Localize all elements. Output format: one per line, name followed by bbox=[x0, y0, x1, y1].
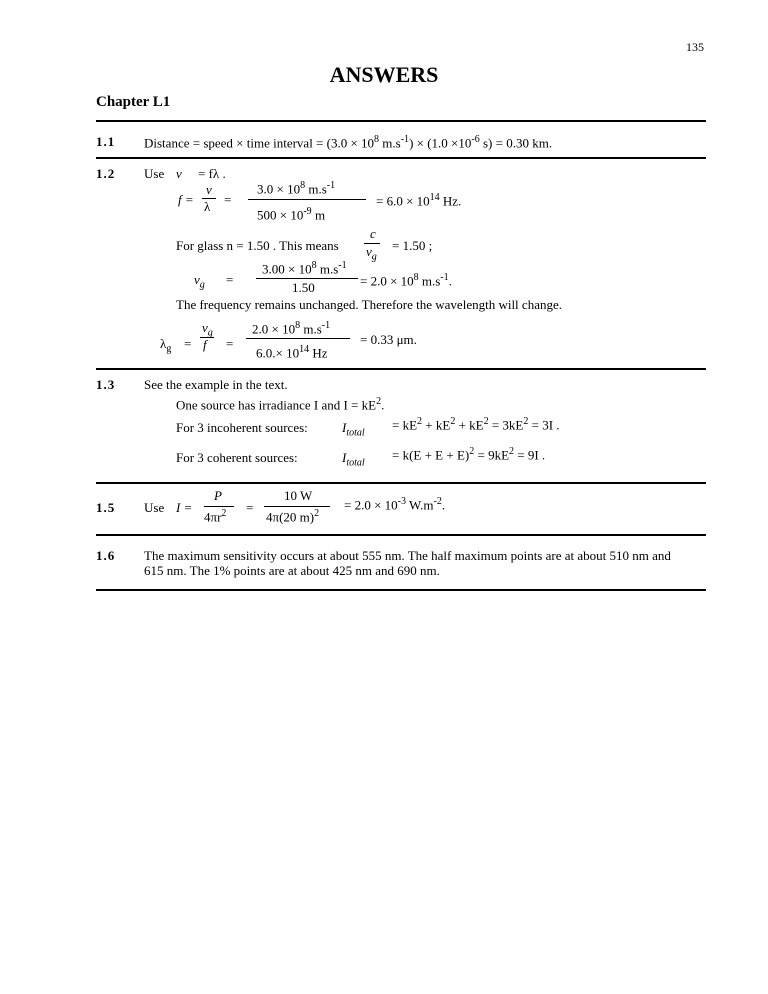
frac2-den: 4π(20 m)$^2$ bbox=[266, 508, 320, 525]
equals-sign: = bbox=[246, 500, 254, 515]
frequency-text: The frequency remains unchanged. Therefore the wavelength will change. bbox=[176, 297, 562, 312]
frac-lambda: λ bbox=[204, 199, 211, 214]
answer-number-1-1: 1.1 bbox=[96, 134, 116, 149]
incoherent-label: For 3 incoherent sources: bbox=[176, 420, 308, 435]
answer-1-1-text: Distance = speed × time interval = ($3.0 \times 10^8$ $m.s^{-1}) \times (1.0 \times 10^{-6}$ s) = 0.30 km. bbox=[144, 134, 553, 151]
divider bbox=[96, 534, 706, 536]
lambda-g: $\lambda_g$ bbox=[160, 336, 172, 355]
c-symbol: c bbox=[370, 226, 376, 241]
coherent-label: For 3 coherent sources: bbox=[176, 450, 298, 465]
answer-1-3-text: See the example in the text. bbox=[144, 377, 288, 392]
use-label: Use bbox=[144, 500, 165, 515]
answer-number-1-2: 1.2 bbox=[96, 166, 116, 181]
denominator-1: $500 \times 10^{-9}$ m bbox=[257, 206, 326, 223]
answer-1-6-line-2: 615 nm. The 1% points are at about 425 nm and 690 nm. bbox=[144, 563, 440, 578]
page-number: 135 bbox=[686, 40, 704, 54]
chapter-heading: Chapter L1 bbox=[96, 94, 171, 110]
result-1: = $6.0 \times 10^{14}$ Hz. bbox=[376, 192, 462, 209]
fraction-bar bbox=[256, 278, 358, 279]
irradiance-line: One source has irradiance I and $I = kE^2$. bbox=[176, 396, 385, 413]
vg-symbol: $v_g$ bbox=[366, 244, 377, 263]
coherent-rhs: = $k(E + E + E)^2 = 9kE^2 = 9I$ . bbox=[392, 446, 546, 463]
incoherent-rhs: = $kE^2 + kE^2 + kE^2 = 3kE^2 = 3I$ . bbox=[392, 416, 560, 433]
result-2: = $2.0 \times 10^8$ $m.s^{-1}$. bbox=[360, 272, 452, 289]
numerator-1: $3.0 \times 10^8$ $m.s^{-1}$ bbox=[257, 180, 336, 197]
incoherent-I: $I_{total}$ bbox=[342, 420, 365, 439]
frac-v: v bbox=[206, 182, 212, 197]
numerator-2: $3.00 \times 10^8$ $m.s^{-1}$ bbox=[262, 260, 347, 277]
denominator-2: 1.50 bbox=[292, 280, 315, 295]
fraction-bar bbox=[204, 506, 234, 507]
numerator-3: $2.0 \times 10^8$ $m.s^{-1}$ bbox=[252, 320, 331, 337]
answer-number-1-3: 1.3 bbox=[96, 377, 116, 392]
page-title: ANSWERS bbox=[329, 62, 439, 87]
frac3-num: $v_g$ bbox=[202, 320, 213, 339]
result-1-5: = $2.0 \times 10^{-3}$ $W.m^{-2}$. bbox=[344, 496, 446, 513]
fraction-bar bbox=[248, 199, 366, 200]
use-label: Use bbox=[144, 166, 165, 181]
equals-sign: = bbox=[226, 336, 234, 351]
equals-sign: = bbox=[226, 272, 234, 287]
velocity-symbol: v bbox=[176, 166, 182, 181]
answer-number-1-5: 1.5 bbox=[96, 500, 116, 515]
answer-number-1-6: 1.6 bbox=[96, 548, 116, 563]
fraction-bar bbox=[264, 506, 330, 507]
divider bbox=[96, 120, 706, 122]
glass-rhs: = 1.50 ; bbox=[392, 238, 433, 253]
velocity-equation: = fλ . bbox=[198, 166, 226, 181]
irradiance-lhs: I = bbox=[176, 500, 193, 515]
frac1-den: $4\pi r^2$ bbox=[204, 508, 227, 525]
frac3-den: f bbox=[203, 337, 207, 352]
answer-1-6-line-1: The maximum sensitivity occurs at about 555 nm. The half maximum points are at about 510 nm and bbox=[144, 548, 671, 563]
frac1-num: P bbox=[214, 488, 222, 503]
denominator-3: $6.0.\times 10^{14}$ Hz bbox=[256, 344, 328, 361]
divider bbox=[96, 157, 706, 159]
frac2-num: 10 W bbox=[284, 488, 313, 503]
divider bbox=[96, 368, 706, 370]
divider bbox=[96, 482, 706, 484]
glass-text: For glass n = 1.50 . This means bbox=[176, 238, 339, 253]
coherent-I: $I_{total}$ bbox=[342, 450, 365, 469]
vg-lhs: $v_g$ bbox=[194, 272, 205, 291]
fraction-bar bbox=[246, 338, 350, 339]
divider bbox=[96, 589, 706, 591]
f-symbol: f = bbox=[178, 192, 194, 207]
equals-sign: = bbox=[224, 192, 232, 207]
equals-sign: = bbox=[184, 336, 192, 351]
result-3: = 0.33 μm. bbox=[360, 332, 417, 347]
